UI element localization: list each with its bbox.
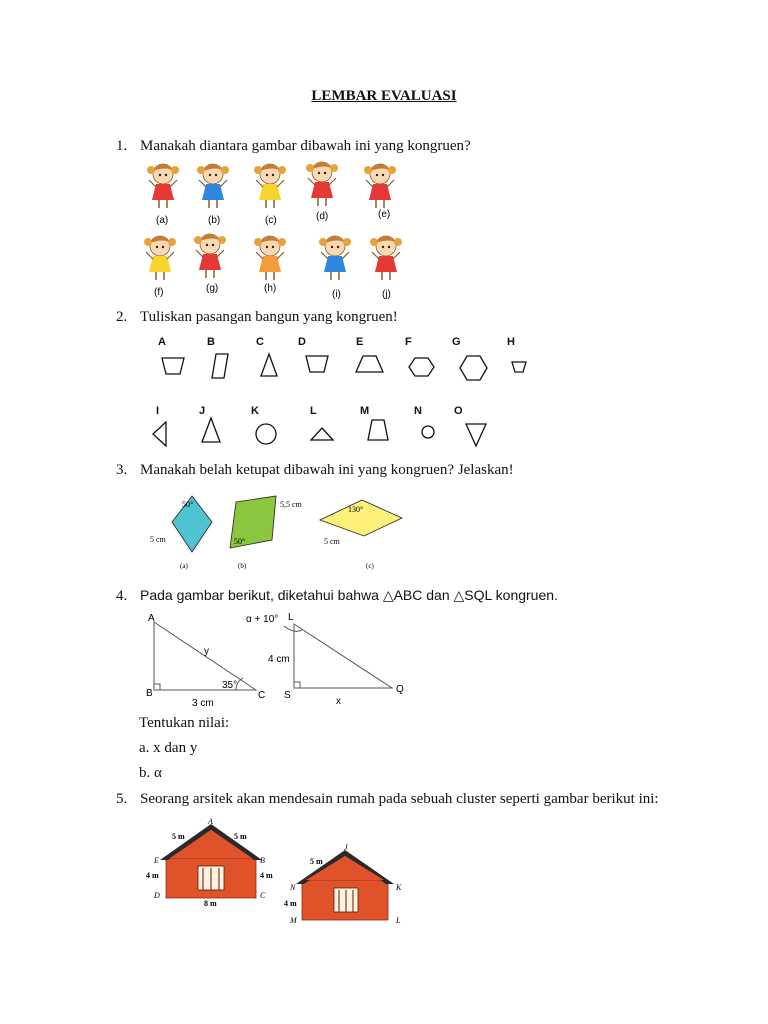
house1-roof-right: 5 m: [234, 832, 247, 841]
rhombus-b-label: (b): [238, 562, 247, 570]
doll-label: (c): [265, 215, 277, 226]
vertex-c: C: [258, 690, 266, 701]
rhombus-a-angle: 50°: [182, 500, 194, 509]
house2-vertex-m: M: [290, 916, 297, 925]
house1-vertex-b: B: [260, 856, 265, 865]
house2-vertex-n: N: [290, 883, 296, 892]
shape-a-trapezoid: [162, 358, 184, 374]
house1-vertex-c: C: [260, 891, 266, 900]
question-1: 1. Manakah diantara gambar dibawah ini yang kongruen?: [116, 138, 471, 154]
shape-m-trapezoid: [368, 420, 388, 440]
shape-letter-m: M: [360, 405, 370, 417]
house2-vertex-k: K: [396, 883, 402, 892]
doll-label: (f): [154, 287, 164, 298]
shape-g-hexagon: [460, 356, 487, 380]
q4-triangles: [144, 612, 414, 710]
q1-doll-figures: [138, 160, 408, 302]
shape-letter-l: L: [310, 405, 317, 417]
house1-roof-left: 5 m: [172, 832, 185, 841]
vertex-l: L: [288, 612, 294, 623]
shape-k-circle: [256, 424, 276, 444]
doll-c: [254, 164, 286, 208]
rhombus-c-side: 5 cm: [324, 537, 340, 546]
rhombus-a-side: 5 cm: [150, 535, 166, 544]
q2-shapes: [140, 332, 540, 458]
shape-letter-k: K: [251, 405, 259, 417]
shape-letter-f: F: [405, 336, 412, 348]
side-y: y: [204, 646, 209, 657]
angle-alpha: α + 10°: [246, 614, 279, 625]
vertex-b: B: [146, 688, 153, 699]
shape-f-hexagon: [409, 358, 434, 376]
shape-l-triangle: [311, 428, 333, 440]
shape-letter-c: C: [256, 336, 264, 348]
doll-label: (i): [332, 289, 341, 300]
doll-label: (g): [206, 283, 219, 294]
vertex-q: Q: [396, 684, 404, 695]
house2-vertex-j: J: [344, 843, 348, 852]
doll-h: [254, 236, 286, 280]
angle-35: 35°: [222, 680, 238, 691]
doll-label: (h): [264, 283, 277, 294]
q5-houses: [140, 814, 430, 930]
question-2: 2. Tuliskan pasangan bangun yang kongruen!: [116, 309, 398, 325]
base-3cm: 3 cm: [192, 698, 214, 709]
vertex-a: A: [148, 613, 155, 624]
shape-i-triangle: [153, 422, 166, 446]
house2-vertex-l: L: [396, 916, 401, 925]
doll-j: [370, 236, 402, 280]
rhombus-b-side: 5,5 cm: [280, 500, 302, 509]
house1-vertex-d: D: [154, 891, 160, 900]
doll-e: [364, 164, 396, 208]
q4-prompt: Tentukan nilai:: [139, 715, 230, 731]
house1-vertex-e: E: [154, 856, 159, 865]
doll-d: [306, 162, 338, 206]
shape-j-triangle: [202, 418, 220, 442]
house1-base: 8 m: [204, 899, 217, 908]
shape-letter-g: G: [452, 336, 461, 348]
shape-letter-i: I: [156, 405, 160, 417]
shape-d-trapezoid: [306, 356, 328, 372]
shape-o-triangle: [466, 424, 486, 446]
house1-wall-left: 4 m: [146, 871, 159, 880]
rhombus-b-angle: 50°: [234, 537, 246, 546]
triangle-sql: [294, 624, 392, 688]
doll-f: [144, 236, 176, 280]
house1-vertex-a: A: [208, 817, 213, 826]
doll-i: [319, 236, 351, 280]
rhombus-c-angle: 130°: [348, 505, 364, 514]
shape-h-trapezoid: [512, 362, 526, 372]
q3-rhombus-figures: [140, 490, 430, 580]
doll-g: [194, 234, 226, 278]
shape-b-parallelogram: [212, 354, 228, 378]
house1-wall-right: 4 m: [260, 871, 273, 880]
shape-c-triangle: [261, 354, 277, 376]
doll-b: [197, 164, 229, 208]
shape-letter-b: B: [207, 336, 215, 348]
side-x: x: [336, 696, 341, 707]
shape-letter-o: O: [454, 405, 463, 417]
question-3: 3. Manakah belah ketupat dibawah ini yang kongruen? Jelaskan!: [116, 462, 514, 478]
doll-label: (a): [156, 215, 169, 226]
q4-part-b: b. α: [139, 765, 162, 781]
height-4cm: 4 cm: [268, 654, 290, 665]
shape-letter-d: D: [298, 336, 306, 348]
q4-part-a: a. x dan y: [139, 740, 198, 756]
house2-wall: 4 m: [284, 899, 297, 908]
page-title: LEMBAR EVALUASI: [311, 88, 457, 104]
shape-letter-e: E: [356, 336, 364, 348]
doll-label: (d): [316, 211, 329, 222]
shape-letter-h: H: [507, 336, 515, 348]
shape-letter-n: N: [414, 405, 422, 417]
doll-label: (b): [208, 215, 221, 226]
house2-roof: 5 m: [310, 857, 323, 866]
shape-letter-a: A: [158, 336, 166, 348]
doll-label: (j): [382, 289, 391, 300]
rhombus-c-label: (c): [366, 562, 374, 570]
doll-label: (e): [378, 209, 391, 220]
vertex-s: S: [284, 690, 291, 701]
shape-letter-j: J: [199, 405, 206, 417]
question-5: 5. Seorang arsitek akan mendesain rumah pada sebuah cluster seperti gambar berikut ini:: [116, 791, 659, 807]
question-4: 4. Pada gambar berikut, diketahui bahwa △ABC dan △SQL kongruen.: [116, 587, 558, 604]
shape-e-trapezoid: [356, 356, 383, 372]
rhombus-a-label: (a): [180, 562, 188, 570]
shape-n-circle: [422, 426, 434, 438]
doll-a: [147, 164, 179, 208]
